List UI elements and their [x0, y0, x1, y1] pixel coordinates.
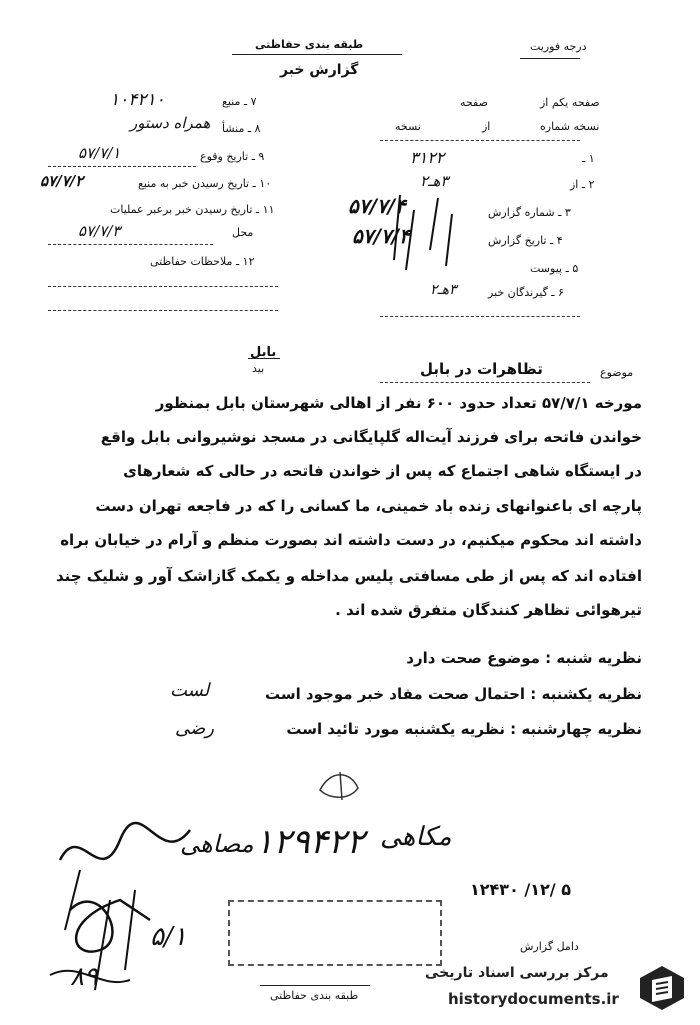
event-date-value: ۵۷/۷/۱ [78, 144, 121, 162]
event-date-label: ۹ ـ تاریخ وقوع [200, 150, 265, 163]
subject-label: موضوع [600, 366, 634, 379]
source-number-value: ۱۰۴۲۱۰ [110, 90, 165, 110]
copy-suffix: نسخه [395, 120, 421, 133]
received-source-value: ۵۷/۷/۲ [40, 172, 84, 190]
recipients-value: ۳هـ۲ [430, 282, 457, 298]
handwritten-marks-report [360, 190, 480, 284]
body-line: افتاده اند که پس از طی مسافتی پلیس مداخله و یکمک گازاشک آور و شلیک چند [55, 567, 642, 585]
copy-line [380, 140, 580, 141]
place-value: ۵۷/۷/۳ [78, 222, 121, 240]
notes-label: ۱۲ ـ ملاحظات حفاظتی [150, 255, 255, 268]
classification-bottom-line [260, 985, 370, 986]
received-source-label: ۱۰ ـ تاریخ رسیدن خبر به منبع [138, 177, 272, 190]
item-1-label: ۱ ـ [582, 152, 595, 165]
small-stamp-mark [310, 760, 370, 814]
opinion-sunday: نظریه یکشنبه : احتمال صحت مفاد خبر موجود است [264, 685, 642, 703]
received-ops-label: ۱۱ ـ تاریخ رسیدن خبر برعبر عملیات [110, 203, 275, 216]
opinion-wednesday: نظریه چهارشنبه : نظریه یکشنبه مورد تائید است [286, 720, 642, 738]
report-date-value: ۵۷/۷/۴ [352, 224, 410, 248]
body-line: مورخه ۵۷/۷/۱ تعداد حدود ۶۰۰ نفر از اهالی شهرستان بابل بمنظور [155, 394, 642, 412]
body-line: تیرهوائی تظاهر کنندگان متفرق شده اند . [335, 601, 642, 619]
subject-value: تظاهرات در بابل [420, 360, 543, 378]
recipients-label: ۶ ـ گیرندگان خبر [488, 286, 564, 299]
handwritten-number: ۱۲۹۴۲۲ [255, 822, 365, 862]
history-documents-logo-icon [636, 962, 688, 1018]
handwritten-word-1: مصاهی [180, 830, 254, 858]
subject-marker-top: بابل [250, 345, 277, 360]
notes-line-2 [48, 310, 278, 311]
page-suffix: صفحه [460, 96, 488, 109]
stamp-box [228, 900, 442, 966]
opinion-mark-2: رضی [175, 718, 214, 739]
subject-line [380, 382, 590, 383]
recipients-line [380, 316, 580, 317]
origin-label: ۸ ـ منشأ [222, 122, 261, 135]
place-line [48, 244, 213, 245]
watermark-name: مرکز بررسی اسناد تاریخی [425, 965, 609, 981]
page-label: صفحه یکم از [540, 96, 600, 109]
copy-of: از [482, 120, 491, 133]
classification-top: طبقه بندی حفاظتی [255, 38, 364, 51]
body-line: داشته اند محکوم میکنیم، در دست داشته اند بصورت منظم و آرام در خیابان براه [60, 531, 642, 549]
attachment-label: ۵ ـ پیوست [530, 262, 579, 275]
subject-marker-bottom: بید [252, 362, 265, 375]
place-label: محل [232, 226, 254, 239]
bottom-date: ۱۲۴۳۰ /۱۲/ ۵ [470, 880, 571, 899]
body-line: در ایستگاه شاهی اجتماع که پس از خواندن فاتحه در حالی که شعارهای [123, 462, 642, 480]
body-line: پارچه ای باعنوانهای زنده باد خمینی، ما کسانی را که در فاجعه تهران دست [95, 497, 642, 515]
report-date-label: ۴ ـ تاریخ گزارش [488, 234, 563, 247]
copy-label: نسخه شماره [540, 120, 600, 133]
item-2-label: ۲ ـ از [570, 178, 595, 191]
event-date-line [48, 166, 196, 167]
urgency-line [520, 58, 580, 59]
handwritten-fraction: ۵/۱ [150, 922, 187, 952]
watermark-url: historydocuments.ir [448, 990, 619, 1008]
handwritten-word-2: مکاهی [380, 822, 452, 852]
item-1-value: ۳۱۲۲ [410, 148, 445, 167]
notes-line-1 [48, 286, 278, 287]
classification-bottom: طبقه بندی حفاظتی [270, 989, 359, 1002]
urgency-label: درجه فوریت [530, 40, 587, 53]
classification-underline [232, 54, 402, 55]
source-number-label: ۷ ـ منبع [222, 95, 257, 108]
handwritten-left: ۸۹ [70, 962, 98, 992]
form-title: گزارش خبر [280, 62, 359, 78]
signature-scribble [40, 800, 230, 1004]
subject-marker-line [248, 358, 280, 359]
origin-value: همراه دستور [130, 114, 211, 132]
stamp-text: دامل گزارش [520, 940, 579, 953]
report-number-label: ۳ ـ شماره گزارش [488, 206, 571, 219]
body-line: خواندن فاتحه برای فرزند آیت‌اله گلپایگانی در مسجد نوشیروانی بابل واقع [100, 428, 642, 446]
opinion-saturday: نظریه شنبه : موضوع صحت دارد [406, 649, 642, 667]
opinion-mark-1: لست [170, 680, 210, 701]
report-number-value: ۵۷/۷/۴ [348, 194, 406, 218]
item-2-value: ۳هـ۲ [420, 172, 449, 190]
